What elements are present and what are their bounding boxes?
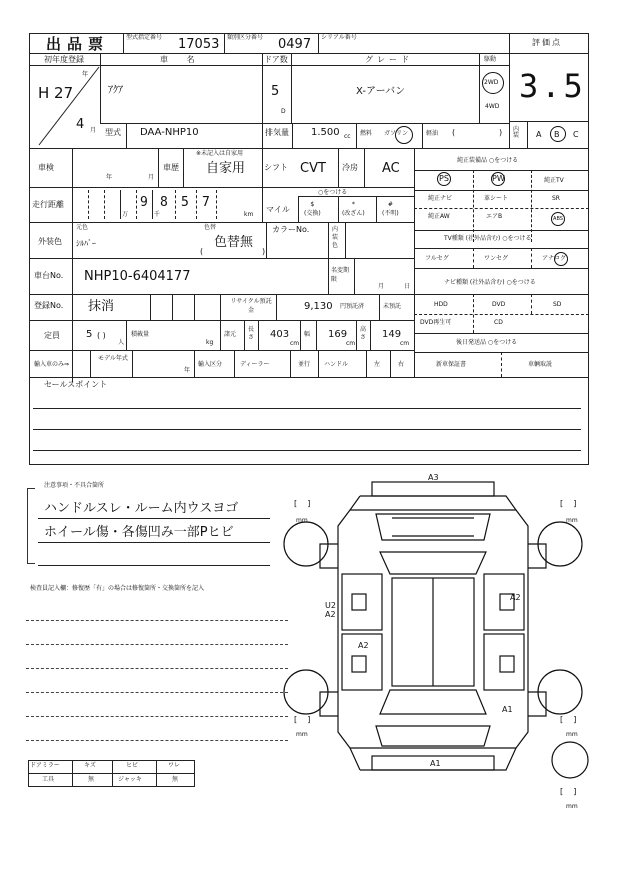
original-color-label: 元色 — [76, 224, 89, 231]
history-note: ※未記入は自家用 — [196, 150, 244, 157]
fuel-type: ガソリン — [384, 130, 409, 137]
handle-label: ハンドル — [324, 361, 349, 368]
capacity-label: 定員 — [44, 331, 60, 340]
equipment-navi: 純正ナビ — [428, 195, 453, 202]
equipment-abs: ABS — [551, 212, 565, 226]
notes-bracket — [27, 488, 35, 564]
color-code-label: カラーNo. — [272, 225, 310, 234]
door-count-unit: D — [281, 108, 286, 115]
notes-line-2: ホイール傷・各傷凹み一部Pヒビ — [44, 525, 234, 540]
tv-analog: アナログ — [542, 255, 567, 262]
equipment-pw: PW — [491, 172, 505, 186]
sheet-frame — [29, 33, 589, 465]
interior-grade-a: A — [536, 130, 542, 139]
car-name-label: 車 名 — [160, 55, 203, 64]
interior-label: 内装 — [513, 126, 520, 139]
equipment-alloy-wheel: 純正AW — [428, 213, 450, 220]
bracket-top-right: [ ] — [560, 499, 577, 508]
mm-spare: mm — [566, 803, 578, 810]
fuel-gasoline-circle — [395, 126, 413, 144]
page-title: 出品票 — [46, 35, 110, 53]
displacement-unit: cc — [344, 133, 351, 140]
inspection-month-unit: 月 — [148, 174, 155, 181]
dimensions-label: 諸元 — [224, 331, 237, 338]
new-car-warranty: 新車保証書 — [436, 361, 467, 368]
notes-line-1: ハンドルスレ・ルーム内ウスヨゴ — [44, 501, 239, 516]
item-scratch: キズ — [84, 762, 96, 769]
registration-number-label: 登録No. — [34, 301, 64, 310]
damage-u2a2: U2 A2 — [325, 601, 336, 619]
width-unit: cm — [346, 340, 356, 347]
exterior-color-label: 外装色 — [38, 237, 62, 246]
item-break: ワレ — [168, 762, 181, 769]
mileage-unknown: # (不明) — [382, 201, 399, 217]
interior-grade-c: C — [573, 130, 579, 139]
name-change-day-unit: 日 — [404, 283, 411, 290]
grade-label: グレード — [365, 55, 413, 64]
mileage-km-unit: km — [244, 211, 254, 218]
bracket-spare: [ ] — [560, 787, 577, 796]
original-color: ｼﾙﾊﾞｰ — [76, 239, 96, 248]
genuine-equipment-header: 純正装備品 ○をつける — [457, 157, 519, 164]
mm-top-left: mm — [296, 517, 308, 524]
interior-b-circle — [550, 126, 566, 142]
tv-analog-circle — [554, 252, 568, 266]
height-label: 高さ — [360, 326, 367, 341]
height-unit: cm — [400, 340, 410, 347]
mile-label: マイル — [266, 205, 290, 214]
cooler-type: AC — [382, 161, 400, 176]
equipment-airbag: エアB — [486, 213, 503, 220]
recycle-amount: 9,130 — [304, 301, 333, 312]
load-unit: kg — [206, 339, 214, 346]
evaluation-score: 3.5 — [519, 67, 586, 105]
type-approval-label: 型式指定番号 — [126, 34, 163, 41]
navi-type-header: ナビ種類 (社外品含む) ○をつける — [444, 279, 536, 286]
mileage-digit-3: 9 — [140, 195, 148, 210]
item-crack: ヒビ — [126, 762, 139, 769]
damage-a2-side: A2 — [510, 593, 521, 602]
handle-right: 右 — [398, 361, 405, 368]
mm-bottom-right: mm — [566, 731, 578, 738]
bracket-bottom-left: [ ] — [294, 715, 311, 724]
not-deposited: 未預託 — [383, 303, 402, 310]
drive-2wd: 2WD — [484, 79, 499, 86]
mm-top-right: mm — [566, 517, 578, 524]
displacement-label: 排気量 — [265, 128, 289, 137]
recycle-unit: 円預託済 — [340, 303, 365, 310]
type-approval-number: 17053 — [178, 37, 220, 52]
model-code: DAA-NHP10 — [140, 127, 199, 138]
tv-oneseg: ワンセグ — [484, 255, 509, 262]
length-unit: cm — [290, 340, 300, 347]
item-door-mirror: ドアミラー — [30, 762, 60, 769]
displacement: 1.500 — [311, 127, 340, 138]
height: 149 — [382, 329, 402, 340]
mileage-digit-5: 5 — [181, 195, 189, 210]
import-parallel: 並行 — [298, 361, 311, 368]
interior-grade-b: B — [554, 130, 560, 139]
mileage-digit-4: 8 — [160, 195, 168, 210]
mileage-digit-6: 7 — [202, 195, 210, 210]
chassis-label: 車台No. — [34, 271, 64, 280]
mileage-man-unit: 万 — [122, 211, 129, 218]
handle-left: 左 — [374, 361, 381, 368]
grade: X-アーバン — [356, 86, 406, 97]
equipment-leather-seat: 革シート — [484, 195, 509, 202]
bracket-top-left: [ ] — [294, 499, 311, 508]
mileage-tampered: * (改ざん) — [342, 201, 365, 217]
item-jack-value: 無 — [172, 776, 179, 783]
class-number: 0497 — [278, 37, 312, 52]
first-registration-slash — [29, 65, 101, 148]
mileage-exchanged: $ (交換) — [304, 201, 321, 217]
item-jack: ジャッキ — [118, 776, 142, 783]
class-number-label: 類別区分番号 — [227, 34, 264, 41]
navi-dvd-playback: DVD再生可 — [420, 319, 452, 326]
mm-bottom-left: mm — [296, 731, 308, 738]
car-name: ｱｸｱ — [108, 85, 123, 96]
damage-a1-side: A1 — [502, 705, 513, 714]
history-label: 車歴 — [163, 163, 179, 172]
notes-label: 注意事項・不具合箇所 — [44, 482, 105, 489]
inspection-label: 車検 — [38, 163, 54, 172]
mileage-label: 走行距離 — [32, 200, 64, 209]
drive-label: 駆動 — [484, 56, 497, 63]
car-body-diagram — [280, 470, 610, 800]
item-tools: 工具 — [42, 776, 55, 783]
first-registration-month: 4 — [76, 117, 85, 132]
color-change-label: 色替 — [204, 224, 217, 231]
import-only-label: 輸入車のみ⇒ — [34, 361, 70, 368]
fuel-label: 燃料 — [360, 130, 373, 137]
sales-point-label: セールスポイント — [44, 380, 108, 389]
vehicle-history: 自家用 — [206, 161, 246, 176]
tv-fullseg: フルセグ — [425, 255, 449, 262]
equipment-sunroof: SR — [552, 195, 560, 202]
model-label: 型式 — [105, 128, 121, 137]
import-dealer: ディーラー — [240, 361, 270, 368]
navi-hdd: HDD — [434, 301, 448, 308]
item-tools-value: 無 — [88, 776, 95, 783]
load-capacity-label: 積載量 — [131, 331, 150, 338]
registration-status: 抹消 — [88, 299, 115, 314]
shift-type: CVT — [300, 161, 326, 176]
cooler-label: 冷房 — [342, 163, 358, 172]
inspector-note-label: 検査員記入欄：修復歴「有」の場合は修復箇所・交換箇所を記入 — [30, 585, 205, 592]
first-registration-label: 初年度登録 — [44, 55, 84, 64]
navi-sd: SD — [553, 301, 562, 308]
serial-number-label: シリアル番号 — [321, 34, 357, 41]
capacity-unit: 人 — [118, 339, 125, 346]
color-change: 色替無 — [214, 235, 254, 250]
navi-cd: CD — [494, 319, 503, 326]
shift-label: シフト — [264, 163, 288, 172]
mileage-mark-note: ○をつける — [318, 189, 348, 196]
chassis-number: NHP10-6404177 — [84, 269, 191, 284]
year-unit: 年 — [82, 71, 89, 78]
model-year-label: モデル年式 — [98, 355, 128, 362]
drive-4wd: 4WD — [485, 103, 500, 110]
capacity: 5 — [86, 329, 93, 340]
damage-a3: A3 — [428, 473, 439, 482]
length-label: 長さ — [248, 326, 255, 341]
vehicle-manual: 車輌取説 — [528, 361, 553, 368]
later-shipment-header: 後日発送品 ○をつける — [456, 339, 518, 346]
door-count: 5 — [271, 84, 280, 99]
navi-dvd: DVD — [492, 301, 506, 308]
equipment-ps: PS — [437, 172, 451, 186]
name-change-month-unit: 月 — [378, 283, 385, 290]
length: 403 — [270, 329, 290, 340]
recycle-deposit-label: リサイクル預託金 — [230, 298, 272, 314]
month-unit: 月 — [90, 127, 97, 134]
damage-a1-bottom: A1 — [430, 759, 441, 768]
fuel-oil-label: 軽油 — [426, 130, 439, 137]
tv-type-header: TV種類 (社外品含む) ○をつける — [444, 235, 532, 242]
width-label: 幅 — [304, 331, 311, 338]
interior-color-label: 内装色 — [332, 226, 339, 249]
damage-a2-roof: A2 — [358, 641, 369, 650]
inspection-year-unit: 年 — [106, 174, 113, 181]
width: 169 — [328, 329, 348, 340]
name-change-deadline-label: 名変期限 — [331, 267, 350, 283]
first-registration-era: H 27 — [38, 84, 74, 102]
model-year-unit: 年 — [184, 367, 191, 374]
bracket-bottom-right: [ ] — [560, 715, 577, 724]
mileage-sen-unit: 千 — [154, 211, 161, 218]
equipment-tv: 純正TV — [544, 177, 564, 184]
capacity-paren: ( ) — [97, 331, 106, 340]
doors-label: ドア数 — [264, 55, 288, 64]
import-class-label: 輸入区分 — [198, 361, 223, 368]
score-label: 評価点 — [532, 38, 562, 47]
